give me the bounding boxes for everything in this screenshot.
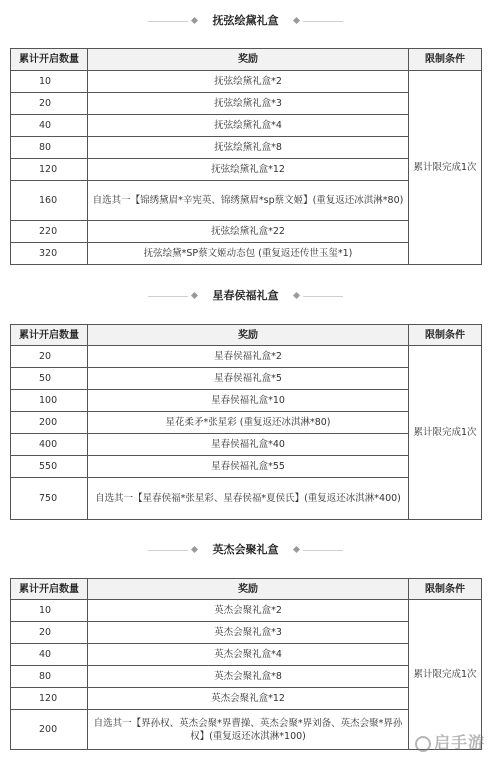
- count-cell: 750: [11, 478, 88, 520]
- count-cell: 10: [11, 600, 88, 622]
- watermark-text: 启手游: [433, 733, 485, 752]
- reward-table-yingjie: [10, 578, 482, 750]
- reward-cell: 星春侯福礼盒*10: [88, 390, 409, 412]
- reward-cell: 星春侯福礼盒*55: [88, 456, 409, 478]
- reward-cell: 星春侯福礼盒*40: [88, 434, 409, 456]
- count-cell: 40: [11, 644, 88, 666]
- header-reward: 奖励: [88, 579, 409, 600]
- section-title: [0, 283, 491, 309]
- count-cell: 200: [11, 710, 88, 750]
- logo-icon: [415, 736, 431, 752]
- table-row: [11, 71, 482, 93]
- header-count: 累计开启数量: [11, 325, 88, 346]
- limit-cell: 累计限完成1次: [409, 71, 482, 265]
- section-fuxian: [0, 8, 491, 34]
- reward-cell: 英杰会聚礼盒*3: [88, 622, 409, 644]
- reward-cell: 抚弦绘黛礼盒*2: [88, 71, 409, 93]
- section-title-text: 英杰会聚礼盒: [212, 543, 279, 556]
- count-cell: 220: [11, 221, 88, 243]
- reward-cell: 英杰会聚礼盒*8: [88, 666, 409, 688]
- reward-cell: 自选其一【界孙权、英杰会聚*界曹操、英杰会聚*界刘备、英杰会聚*界孙权】(重复返还冰淇淋*100): [88, 710, 409, 750]
- header-limit: 限制条件: [409, 49, 482, 71]
- reward-cell: 抚弦绘黛礼盒*8: [88, 137, 409, 159]
- section-xingchun: [0, 283, 491, 309]
- count-cell: 80: [11, 666, 88, 688]
- reward-table-fuxian: [10, 48, 482, 265]
- reward-cell: 星花柔矛*张星彩 (重复返还冰淇淋*80): [88, 412, 409, 434]
- count-cell: 20: [11, 622, 88, 644]
- reward-cell: 英杰会聚礼盒*4: [88, 644, 409, 666]
- section-title: [0, 8, 491, 34]
- limit-cell: 累计限完成1次: [409, 346, 482, 520]
- header-limit: 限制条件: [409, 579, 482, 600]
- reward-cell: 抚弦绘黛礼盒*3: [88, 93, 409, 115]
- reward-cell: 抚弦绘黛礼盒*22: [88, 221, 409, 243]
- count-cell: 20: [11, 93, 88, 115]
- reward-cell: 抚弦绘黛礼盒*12: [88, 159, 409, 181]
- count-cell: 120: [11, 159, 88, 181]
- reward-cell: 英杰会聚礼盒*12: [88, 688, 409, 710]
- reward-cell: 自选其一【锦绣黛眉*辛宪英、锦绣黛眉*sp蔡文姬】(重复返还冰淇淋*80): [88, 181, 409, 221]
- section-yingjie: [0, 537, 491, 563]
- header-limit: 限制条件: [409, 325, 482, 346]
- count-cell: 550: [11, 456, 88, 478]
- reward-cell: 抚弦绘黛礼盒*4: [88, 115, 409, 137]
- limit-cell: 累计限完成1次: [409, 600, 482, 750]
- count-cell: 20: [11, 346, 88, 368]
- count-cell: 160: [11, 181, 88, 221]
- table-row: [11, 600, 482, 622]
- count-cell: 50: [11, 368, 88, 390]
- count-cell: 120: [11, 688, 88, 710]
- reward-cell: 抚弦绘黛*SP蔡文姬动态包 (重复返还传世玉玺*1): [88, 243, 409, 265]
- reward-table-xingchun: [10, 324, 482, 520]
- reward-cell: 星春侯福礼盒*2: [88, 346, 409, 368]
- header-reward: 奖励: [88, 325, 409, 346]
- count-cell: 200: [11, 412, 88, 434]
- section-title: [0, 537, 491, 563]
- reward-cell: 星春侯福礼盒*5: [88, 368, 409, 390]
- table-row: [11, 346, 482, 368]
- count-cell: 80: [11, 137, 88, 159]
- count-cell: 40: [11, 115, 88, 137]
- count-cell: 100: [11, 390, 88, 412]
- header-count: 累计开启数量: [11, 49, 88, 71]
- section-title-text: 星春侯福礼盒: [212, 289, 279, 302]
- count-cell: 400: [11, 434, 88, 456]
- section-title-text: 抚弦绘黛礼盒: [212, 14, 279, 27]
- header-reward: 奖励: [88, 49, 409, 71]
- count-cell: 320: [11, 243, 88, 265]
- reward-cell: 自选其一【星春侯福*张星彩、星春侯福*夏侯氏】(重复返还冰淇淋*400): [88, 478, 409, 520]
- site-watermark: [415, 730, 485, 753]
- count-cell: 10: [11, 71, 88, 93]
- header-count: 累计开启数量: [11, 579, 88, 600]
- reward-cell: 英杰会聚礼盒*2: [88, 600, 409, 622]
